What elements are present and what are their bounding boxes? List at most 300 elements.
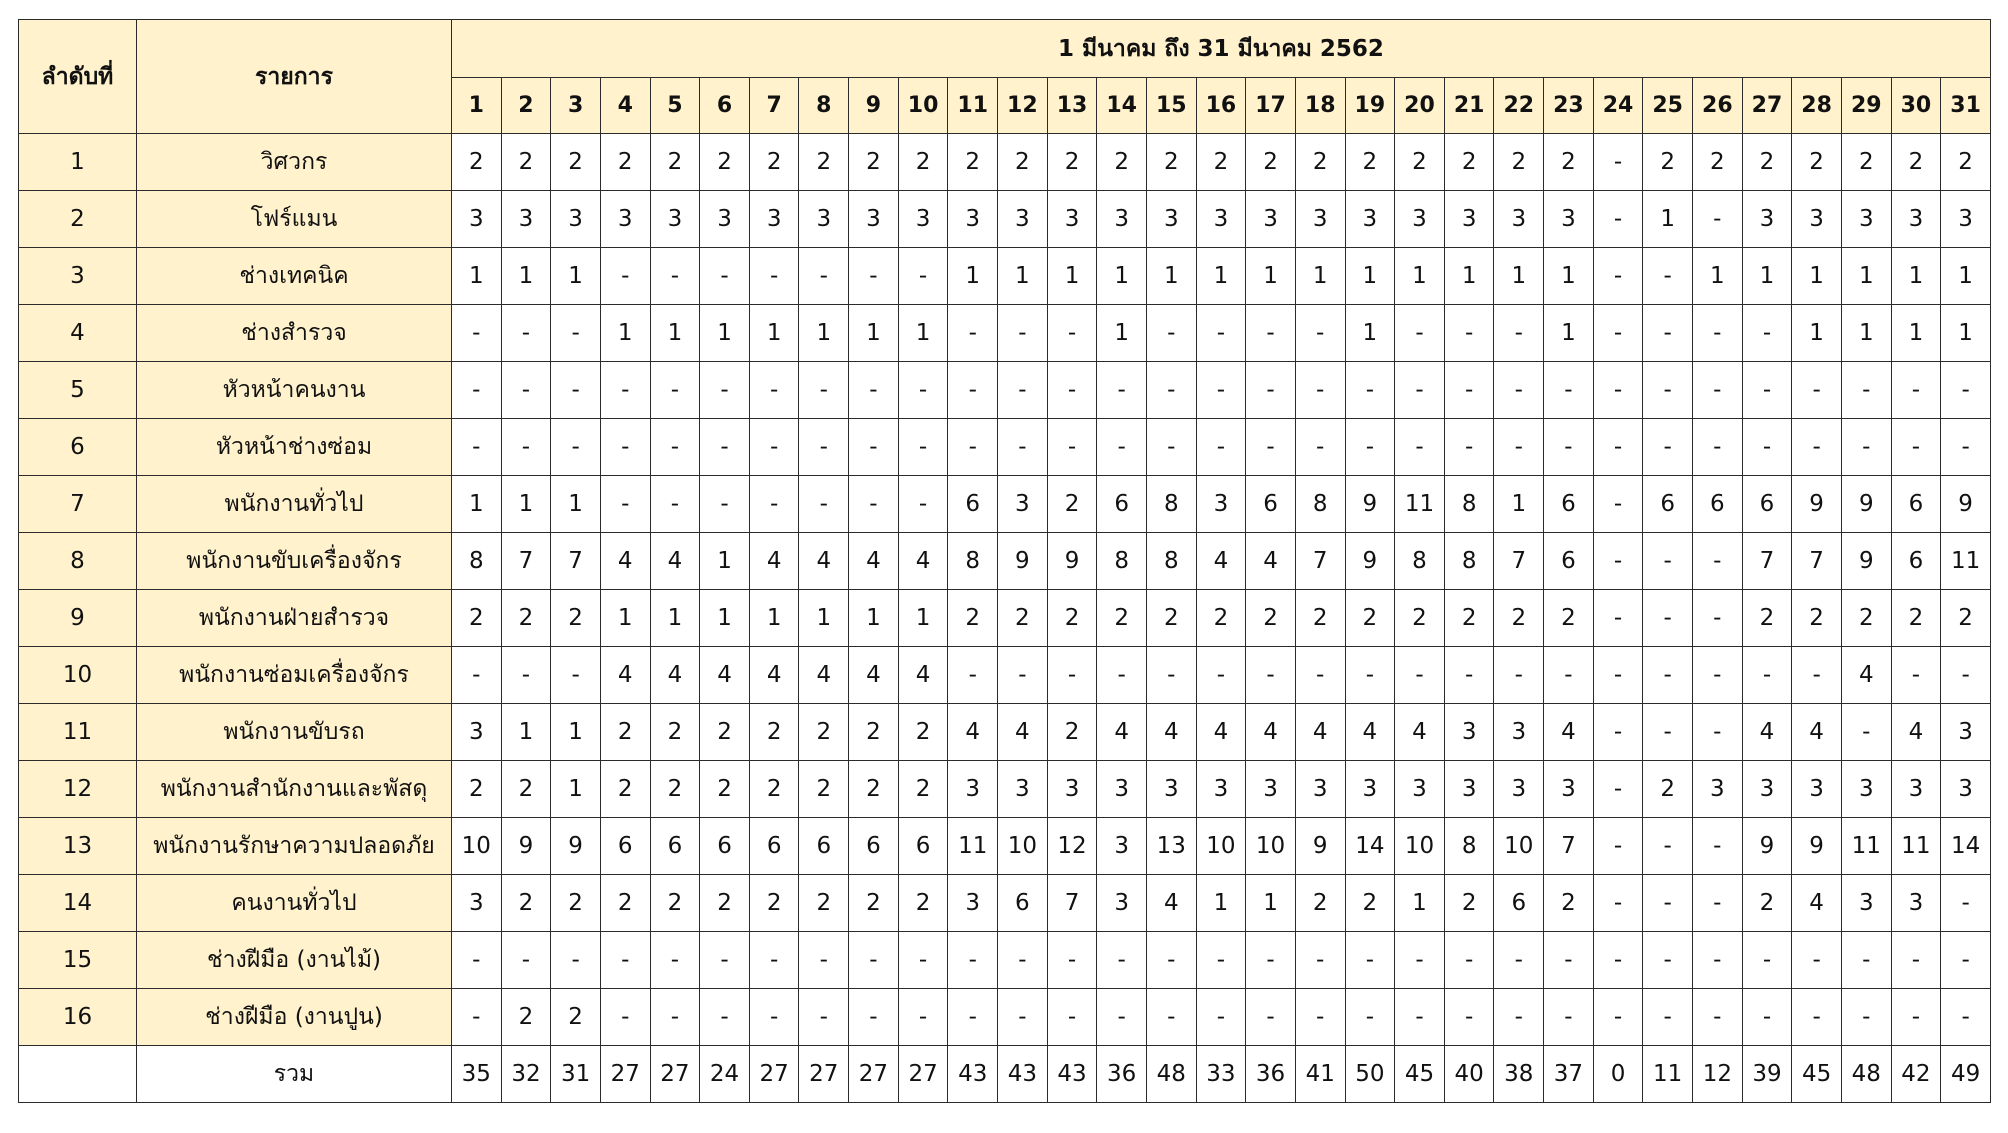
day-value-cell: 11 (948, 818, 998, 875)
day-value-cell: - (948, 419, 998, 476)
day-value-cell: - (898, 989, 948, 1046)
total-value-cell: 48 (1146, 1046, 1196, 1103)
day-value-cell: 7 (501, 533, 551, 590)
day-value-cell: 10 (998, 818, 1048, 875)
total-value-cell: 36 (1097, 1046, 1147, 1103)
day-value-cell: 4 (1097, 704, 1147, 761)
day-header-cell: 3 (551, 78, 601, 134)
day-value-cell: 3 (1444, 761, 1494, 818)
table-row (19, 191, 1991, 248)
day-value-cell: 2 (1345, 134, 1395, 191)
day-value-cell: 2 (452, 590, 502, 647)
day-value-cell: 2 (501, 134, 551, 191)
total-value-cell: 31 (551, 1046, 601, 1103)
day-value-cell: 9 (501, 818, 551, 875)
day-value-cell: - (1792, 989, 1842, 1046)
day-value-cell: - (1295, 419, 1345, 476)
day-value-cell: - (1693, 875, 1743, 932)
day-value-cell: 6 (1494, 875, 1544, 932)
day-value-cell: - (898, 476, 948, 533)
day-value-cell: - (1395, 362, 1445, 419)
day-value-cell: 4 (1841, 647, 1891, 704)
day-value-cell: - (551, 932, 601, 989)
day-value-cell: - (1345, 989, 1395, 1046)
day-header-cell: 21 (1444, 78, 1494, 134)
day-value-cell: 1 (1246, 248, 1296, 305)
day-value-cell: - (1494, 989, 1544, 1046)
day-value-cell: 1 (799, 305, 849, 362)
day-value-cell: 3 (1196, 191, 1246, 248)
day-value-cell: 9 (1742, 818, 1792, 875)
day-value-cell: 3 (501, 191, 551, 248)
day-value-cell: 10 (1196, 818, 1246, 875)
day-value-cell: - (1444, 932, 1494, 989)
day-value-cell: 1 (1196, 875, 1246, 932)
day-value-cell: 2 (1395, 134, 1445, 191)
day-value-cell: - (1494, 419, 1544, 476)
header-item: รายการ (137, 20, 452, 134)
day-value-cell: - (998, 305, 1048, 362)
day-value-cell: 1 (551, 761, 601, 818)
day-value-cell: 4 (600, 647, 650, 704)
day-value-cell: 2 (452, 761, 502, 818)
day-value-cell: - (1395, 932, 1445, 989)
day-value-cell: 1 (1494, 476, 1544, 533)
day-value-cell: 4 (1295, 704, 1345, 761)
day-header-cell: 8 (799, 78, 849, 134)
day-value-cell: 2 (551, 875, 601, 932)
day-value-cell: 9 (1841, 533, 1891, 590)
day-value-cell: 8 (1444, 818, 1494, 875)
day-value-cell: - (1891, 647, 1941, 704)
day-value-cell: 3 (948, 191, 998, 248)
day-value-cell: - (501, 419, 551, 476)
day-header-cell: 27 (1742, 78, 1792, 134)
day-value-cell: 2 (1891, 134, 1941, 191)
day-value-cell: 1 (1792, 305, 1842, 362)
day-value-cell: - (749, 362, 799, 419)
day-value-cell: - (948, 932, 998, 989)
day-value-cell: - (1941, 647, 1991, 704)
day-value-cell: 2 (799, 875, 849, 932)
table-row (19, 533, 1991, 590)
day-value-cell: 3 (1097, 818, 1147, 875)
day-value-cell: - (551, 647, 601, 704)
day-value-cell: - (1196, 647, 1246, 704)
day-value-cell: - (1196, 362, 1246, 419)
day-value-cell: 2 (1146, 134, 1196, 191)
day-value-cell: 2 (1742, 134, 1792, 191)
day-value-cell: - (1643, 875, 1693, 932)
day-value-cell: - (1792, 932, 1842, 989)
day-header-cell: 29 (1841, 78, 1891, 134)
day-value-cell: - (1643, 533, 1693, 590)
day-value-cell: 1 (1643, 191, 1693, 248)
day-value-cell: - (551, 362, 601, 419)
day-value-cell: - (650, 932, 700, 989)
day-value-cell: - (1295, 362, 1345, 419)
day-value-cell: 9 (1345, 476, 1395, 533)
row-item-name: พนักงานฝ่ายสำรวจ (137, 590, 452, 647)
day-value-cell: 1 (452, 248, 502, 305)
day-value-cell: 3 (1494, 191, 1544, 248)
day-value-cell: 2 (700, 875, 750, 932)
day-value-cell: 8 (1444, 533, 1494, 590)
day-value-cell: 2 (749, 704, 799, 761)
day-value-cell: - (1097, 362, 1147, 419)
day-value-cell: - (898, 362, 948, 419)
day-value-cell: 7 (1742, 533, 1792, 590)
day-value-cell: - (849, 248, 899, 305)
day-value-cell: 3 (1792, 191, 1842, 248)
day-value-cell: 2 (849, 761, 899, 818)
day-value-cell: - (452, 362, 502, 419)
day-value-cell: - (1742, 419, 1792, 476)
day-value-cell: - (1246, 932, 1296, 989)
day-value-cell: 2 (1693, 134, 1743, 191)
day-value-cell: 6 (1097, 476, 1147, 533)
day-value-cell: 7 (1792, 533, 1842, 590)
day-value-cell: - (799, 476, 849, 533)
day-value-cell: - (1047, 647, 1097, 704)
day-value-cell: 2 (849, 134, 899, 191)
day-value-cell: 9 (1345, 533, 1395, 590)
day-header-cell: 12 (998, 78, 1048, 134)
row-number: 8 (19, 533, 137, 590)
day-value-cell: - (650, 989, 700, 1046)
total-value-cell: 38 (1494, 1046, 1544, 1103)
day-value-cell: 1 (948, 248, 998, 305)
day-value-cell: - (1097, 932, 1147, 989)
day-value-cell: - (1295, 647, 1345, 704)
day-value-cell: 10 (1395, 818, 1445, 875)
day-value-cell: 1 (551, 476, 601, 533)
day-value-cell: 1 (1395, 875, 1445, 932)
day-value-cell: - (849, 932, 899, 989)
day-value-cell: - (1345, 362, 1395, 419)
total-value-cell: 11 (1643, 1046, 1693, 1103)
day-value-cell: - (1047, 932, 1097, 989)
row-number: 13 (19, 818, 137, 875)
day-value-cell: 3 (1395, 191, 1445, 248)
day-value-cell: 2 (849, 875, 899, 932)
day-value-cell: 4 (1742, 704, 1792, 761)
day-value-cell: 12 (1047, 818, 1097, 875)
day-value-cell: 2 (650, 761, 700, 818)
day-header-cell: 10 (898, 78, 948, 134)
day-header-cell: 26 (1693, 78, 1743, 134)
day-value-cell: 6 (849, 818, 899, 875)
total-value-cell: 43 (998, 1046, 1048, 1103)
row-number: 4 (19, 305, 137, 362)
day-value-cell: 1 (849, 305, 899, 362)
day-value-cell: - (1444, 362, 1494, 419)
day-value-cell: - (1742, 647, 1792, 704)
day-value-cell: - (1345, 419, 1395, 476)
day-value-cell: - (1593, 191, 1643, 248)
day-value-cell: - (1593, 875, 1643, 932)
day-value-cell: 2 (1345, 875, 1395, 932)
day-value-cell: 7 (1544, 818, 1594, 875)
day-value-cell: 8 (1097, 533, 1147, 590)
day-value-cell: - (1047, 419, 1097, 476)
table-row (19, 761, 1991, 818)
day-value-cell: 1 (700, 305, 750, 362)
day-value-cell: - (1792, 362, 1842, 419)
row-item-name: วิศวกร (137, 134, 452, 191)
day-value-cell: 3 (1246, 761, 1296, 818)
day-value-cell: 7 (1295, 533, 1345, 590)
day-value-cell: 6 (1891, 476, 1941, 533)
day-value-cell: - (799, 248, 849, 305)
day-value-cell: - (501, 647, 551, 704)
day-value-cell: - (749, 419, 799, 476)
day-value-cell: 2 (948, 590, 998, 647)
day-value-cell: - (1643, 647, 1693, 704)
day-value-cell: 2 (1395, 590, 1445, 647)
day-value-cell: 1 (1891, 305, 1941, 362)
day-value-cell: 2 (898, 704, 948, 761)
day-value-cell: 11 (1941, 533, 1991, 590)
day-value-cell: 3 (700, 191, 750, 248)
day-header-cell: 17 (1246, 78, 1296, 134)
day-value-cell: 3 (1345, 761, 1395, 818)
day-value-cell: - (948, 989, 998, 1046)
day-header-cell: 4 (600, 78, 650, 134)
day-value-cell: 6 (650, 818, 700, 875)
day-value-cell: - (1941, 932, 1991, 989)
row-item-name: พนักงานรักษาความปลอดภัย (137, 818, 452, 875)
total-value-cell: 32 (501, 1046, 551, 1103)
table-row (19, 134, 1991, 191)
day-value-cell: 2 (1047, 134, 1097, 191)
day-value-cell: 3 (849, 191, 899, 248)
day-value-cell: 1 (1444, 248, 1494, 305)
total-value-cell: 27 (799, 1046, 849, 1103)
day-value-cell: 3 (1792, 761, 1842, 818)
day-value-cell: 3 (1544, 761, 1594, 818)
total-value-cell: 27 (849, 1046, 899, 1103)
day-value-cell: 3 (948, 761, 998, 818)
day-value-cell: 3 (749, 191, 799, 248)
row-number: 6 (19, 419, 137, 476)
day-header-cell: 24 (1593, 78, 1643, 134)
day-value-cell: 2 (1792, 590, 1842, 647)
day-value-cell: - (1742, 305, 1792, 362)
total-value-cell: 12 (1693, 1046, 1743, 1103)
day-value-cell: - (700, 419, 750, 476)
day-value-cell: 3 (1047, 761, 1097, 818)
day-value-cell: 2 (749, 875, 799, 932)
day-value-cell: - (1593, 419, 1643, 476)
day-value-cell: 3 (1246, 191, 1296, 248)
day-value-cell: 6 (1891, 533, 1941, 590)
day-value-cell: 2 (1345, 590, 1395, 647)
total-row-blank (19, 1046, 137, 1103)
day-value-cell: 3 (1097, 191, 1147, 248)
day-value-cell: - (1146, 932, 1196, 989)
row-item-name: หัวหน้าช่างซ่อม (137, 419, 452, 476)
day-value-cell: 9 (1792, 476, 1842, 533)
day-value-cell: 3 (650, 191, 700, 248)
day-value-cell: 1 (1196, 248, 1246, 305)
day-value-cell: 2 (1841, 590, 1891, 647)
day-value-cell: 6 (1246, 476, 1296, 533)
day-header-cell: 19 (1345, 78, 1395, 134)
day-value-cell: 2 (650, 704, 700, 761)
day-value-cell: 1 (1097, 305, 1147, 362)
total-value-cell: 27 (898, 1046, 948, 1103)
day-value-cell: 2 (1891, 590, 1941, 647)
day-value-cell: 1 (1941, 248, 1991, 305)
day-value-cell: 2 (600, 875, 650, 932)
row-item-name: ช่างสำรวจ (137, 305, 452, 362)
day-value-cell: - (749, 989, 799, 1046)
day-value-cell: 4 (948, 704, 998, 761)
day-value-cell: - (1544, 362, 1594, 419)
day-value-cell: - (1841, 932, 1891, 989)
day-value-cell: - (1643, 305, 1693, 362)
day-value-cell: - (1891, 989, 1941, 1046)
day-value-cell: 9 (1941, 476, 1991, 533)
day-value-cell: 2 (650, 134, 700, 191)
day-value-cell: - (1196, 419, 1246, 476)
day-value-cell: 1 (1693, 248, 1743, 305)
day-value-cell: - (700, 932, 750, 989)
day-value-cell: - (1693, 989, 1743, 1046)
day-value-cell: 8 (1295, 476, 1345, 533)
day-value-cell: - (1395, 647, 1445, 704)
day-value-cell: 1 (799, 590, 849, 647)
day-value-cell: 1 (1345, 305, 1395, 362)
day-value-cell: 2 (551, 134, 601, 191)
day-value-cell: 2 (1097, 134, 1147, 191)
day-value-cell: - (1146, 647, 1196, 704)
day-value-cell: 4 (849, 647, 899, 704)
day-value-cell: 2 (898, 134, 948, 191)
day-value-cell: - (1593, 761, 1643, 818)
day-value-cell: - (1246, 362, 1296, 419)
total-value-cell: 33 (1196, 1046, 1246, 1103)
day-header-cell: 14 (1097, 78, 1147, 134)
day-value-cell: - (1246, 305, 1296, 362)
day-value-cell: - (700, 362, 750, 419)
day-value-cell: 2 (948, 134, 998, 191)
day-value-cell: 3 (998, 191, 1048, 248)
total-value-cell: 49 (1941, 1046, 1991, 1103)
day-value-cell: 6 (1693, 476, 1743, 533)
row-number: 12 (19, 761, 137, 818)
day-value-cell: 3 (1941, 761, 1991, 818)
day-value-cell: 10 (1246, 818, 1296, 875)
day-value-cell: - (749, 932, 799, 989)
day-value-cell: - (1544, 647, 1594, 704)
day-value-cell: - (1643, 932, 1693, 989)
header-order-number: ลำดับที่ (19, 20, 137, 134)
day-header-cell: 9 (849, 78, 899, 134)
day-value-cell: 3 (1742, 761, 1792, 818)
day-value-cell: 2 (700, 704, 750, 761)
day-value-cell: 1 (700, 590, 750, 647)
row-item-name: ช่างฝีมือ (งานไม้) (137, 932, 452, 989)
day-value-cell: - (1693, 419, 1743, 476)
total-value-cell: 35 (452, 1046, 502, 1103)
day-value-cell: 2 (452, 134, 502, 191)
day-value-cell: 4 (1891, 704, 1941, 761)
day-value-cell: 2 (600, 761, 650, 818)
day-value-cell: - (501, 362, 551, 419)
day-value-cell: 2 (1444, 875, 1494, 932)
day-value-cell: 9 (551, 818, 601, 875)
total-value-cell: 50 (1345, 1046, 1395, 1103)
day-value-cell: 2 (1544, 590, 1594, 647)
day-value-cell: - (1295, 989, 1345, 1046)
day-value-cell: - (650, 362, 700, 419)
day-value-cell: 3 (1494, 704, 1544, 761)
day-value-cell: - (898, 932, 948, 989)
day-value-cell: 1 (1891, 248, 1941, 305)
day-value-cell: - (600, 476, 650, 533)
manpower-table (18, 19, 1991, 1103)
day-value-cell: 3 (998, 761, 1048, 818)
table-row (19, 590, 1991, 647)
day-value-cell: - (1693, 533, 1743, 590)
day-value-cell: 11 (1891, 818, 1941, 875)
row-item-name: ช่างเทคนิค (137, 248, 452, 305)
day-value-cell: - (1345, 932, 1395, 989)
table-row (19, 248, 1991, 305)
day-value-cell: 1 (1146, 248, 1196, 305)
day-value-cell: - (998, 932, 1048, 989)
day-value-cell: 4 (799, 647, 849, 704)
day-value-cell: - (1593, 305, 1643, 362)
day-value-cell: - (1941, 989, 1991, 1046)
day-value-cell: 3 (1146, 191, 1196, 248)
day-value-cell: - (1593, 476, 1643, 533)
day-value-cell: - (600, 932, 650, 989)
day-value-cell: 2 (1196, 134, 1246, 191)
row-number: 11 (19, 704, 137, 761)
day-value-cell: - (1196, 989, 1246, 1046)
day-value-cell: - (1295, 305, 1345, 362)
table-row (19, 932, 1991, 989)
day-value-cell: - (1593, 590, 1643, 647)
day-value-cell: 3 (1841, 761, 1891, 818)
total-value-cell: 48 (1841, 1046, 1891, 1103)
day-value-cell: 6 (998, 875, 1048, 932)
day-value-cell: - (948, 305, 998, 362)
day-value-cell: - (700, 989, 750, 1046)
day-value-cell: 1 (1792, 248, 1842, 305)
day-value-cell: 2 (1196, 590, 1246, 647)
day-value-cell: 1 (700, 533, 750, 590)
day-value-cell: 3 (1693, 761, 1743, 818)
day-value-cell: - (1544, 932, 1594, 989)
day-value-cell: 3 (1494, 761, 1544, 818)
day-value-cell: - (1246, 989, 1296, 1046)
row-number: 10 (19, 647, 137, 704)
day-value-cell: 9 (1295, 818, 1345, 875)
day-value-cell: 8 (1146, 533, 1196, 590)
day-value-cell: 9 (1792, 818, 1842, 875)
day-value-cell: - (1593, 989, 1643, 1046)
day-value-cell: 3 (1841, 875, 1891, 932)
day-value-cell: - (749, 248, 799, 305)
day-value-cell: 2 (501, 761, 551, 818)
day-value-cell: 1 (551, 704, 601, 761)
day-value-cell: - (799, 419, 849, 476)
day-value-cell: 6 (1643, 476, 1693, 533)
